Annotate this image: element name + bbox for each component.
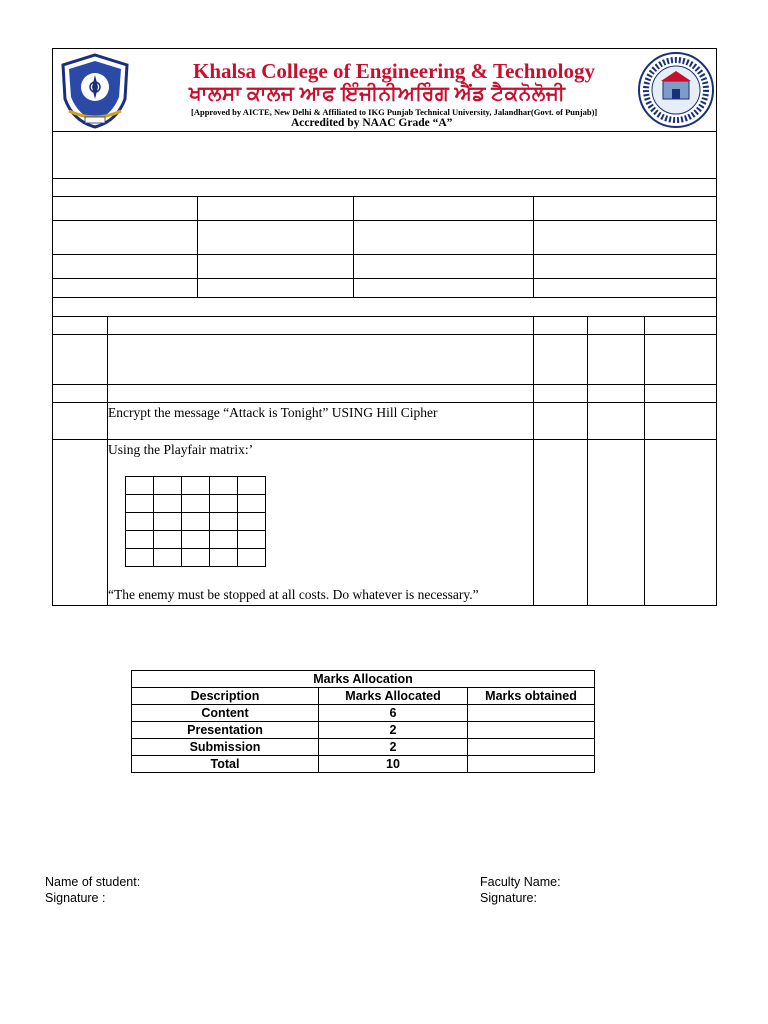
grid-hline <box>52 297 717 298</box>
grid-hline <box>52 439 717 440</box>
row-obtained-field[interactable] <box>468 756 595 773</box>
grid-hline <box>52 334 717 335</box>
grid-vline <box>353 196 354 297</box>
grid-hline <box>52 402 717 403</box>
college-crest-logo <box>55 51 135 129</box>
question-playfair-intro: Using the Playfair matrix:’ <box>108 442 254 457</box>
grid-vline <box>197 196 198 297</box>
row-obtained-field[interactable] <box>468 722 595 739</box>
college-name-english: Khalsa College of Engineering & Technology <box>193 59 595 83</box>
faculty-name-label: Faculty Name: <box>480 875 561 889</box>
grid-hline <box>52 278 717 279</box>
grid-vline <box>644 316 645 606</box>
grid-vline <box>533 196 534 297</box>
row-allocated: 2 <box>319 722 468 739</box>
row-description: Total <box>132 756 319 773</box>
marks-table-title: Marks Allocation <box>132 671 595 688</box>
column-header: Description <box>132 688 319 705</box>
row-description: Submission <box>132 739 319 756</box>
grid-hline <box>52 196 717 197</box>
table-row <box>132 722 595 739</box>
grid-hline <box>52 384 717 385</box>
grid-hline <box>52 220 717 221</box>
marks-allocation-table <box>131 670 595 773</box>
table-row <box>132 739 595 756</box>
grid-vline <box>587 316 588 606</box>
row-obtained-field[interactable] <box>468 705 595 722</box>
grid-vline <box>533 316 534 606</box>
faculty-signature-label: Signature: <box>480 891 537 905</box>
accreditation-text: Accredited by NAAC Grade “A” <box>291 117 453 129</box>
row-allocated: 2 <box>319 739 468 756</box>
grid-hline <box>52 178 717 179</box>
table-row <box>132 756 595 773</box>
student-name-label: Name of student: <box>45 875 141 889</box>
column-header: Marks obtained <box>468 688 595 705</box>
row-obtained-field[interactable] <box>468 739 595 756</box>
college-seal-logo <box>637 51 715 129</box>
college-name-punjabi: ਖਾਲਸਾ ਕਾਲਜ ਆਫ ਇੰਜੀਨੀਅਰਿੰਗ ਐਂਡ ਟੈਕਨੋਲੋਜੀ <box>189 83 566 105</box>
marks-table-header-row <box>132 688 595 705</box>
column-header: Marks Allocated <box>319 688 468 705</box>
row-description: Presentation <box>132 722 319 739</box>
table-row <box>132 705 595 722</box>
row-allocated: 10 <box>319 756 468 773</box>
grid-hline <box>52 316 717 317</box>
question-playfair-message: “The enemy must be stopped at all costs. Do whatever is necessary.” <box>108 587 479 602</box>
row-description: Content <box>132 705 319 722</box>
student-signature-label: Signature : <box>45 891 106 905</box>
question-hill-cipher: Encrypt the message “Attack is Tonight” USING Hill Cipher <box>108 405 438 420</box>
college-header <box>52 48 717 132</box>
row-allocated: 6 <box>319 705 468 722</box>
playfair-matrix <box>125 476 266 567</box>
approval-text: [Approved by AICTE, New Delhi & Affiliated to IKG Punjab Technical University, Jalandhar(Govt. of Punjab)] <box>191 107 598 117</box>
grid-vline <box>107 316 108 606</box>
grid-hline <box>52 254 717 255</box>
